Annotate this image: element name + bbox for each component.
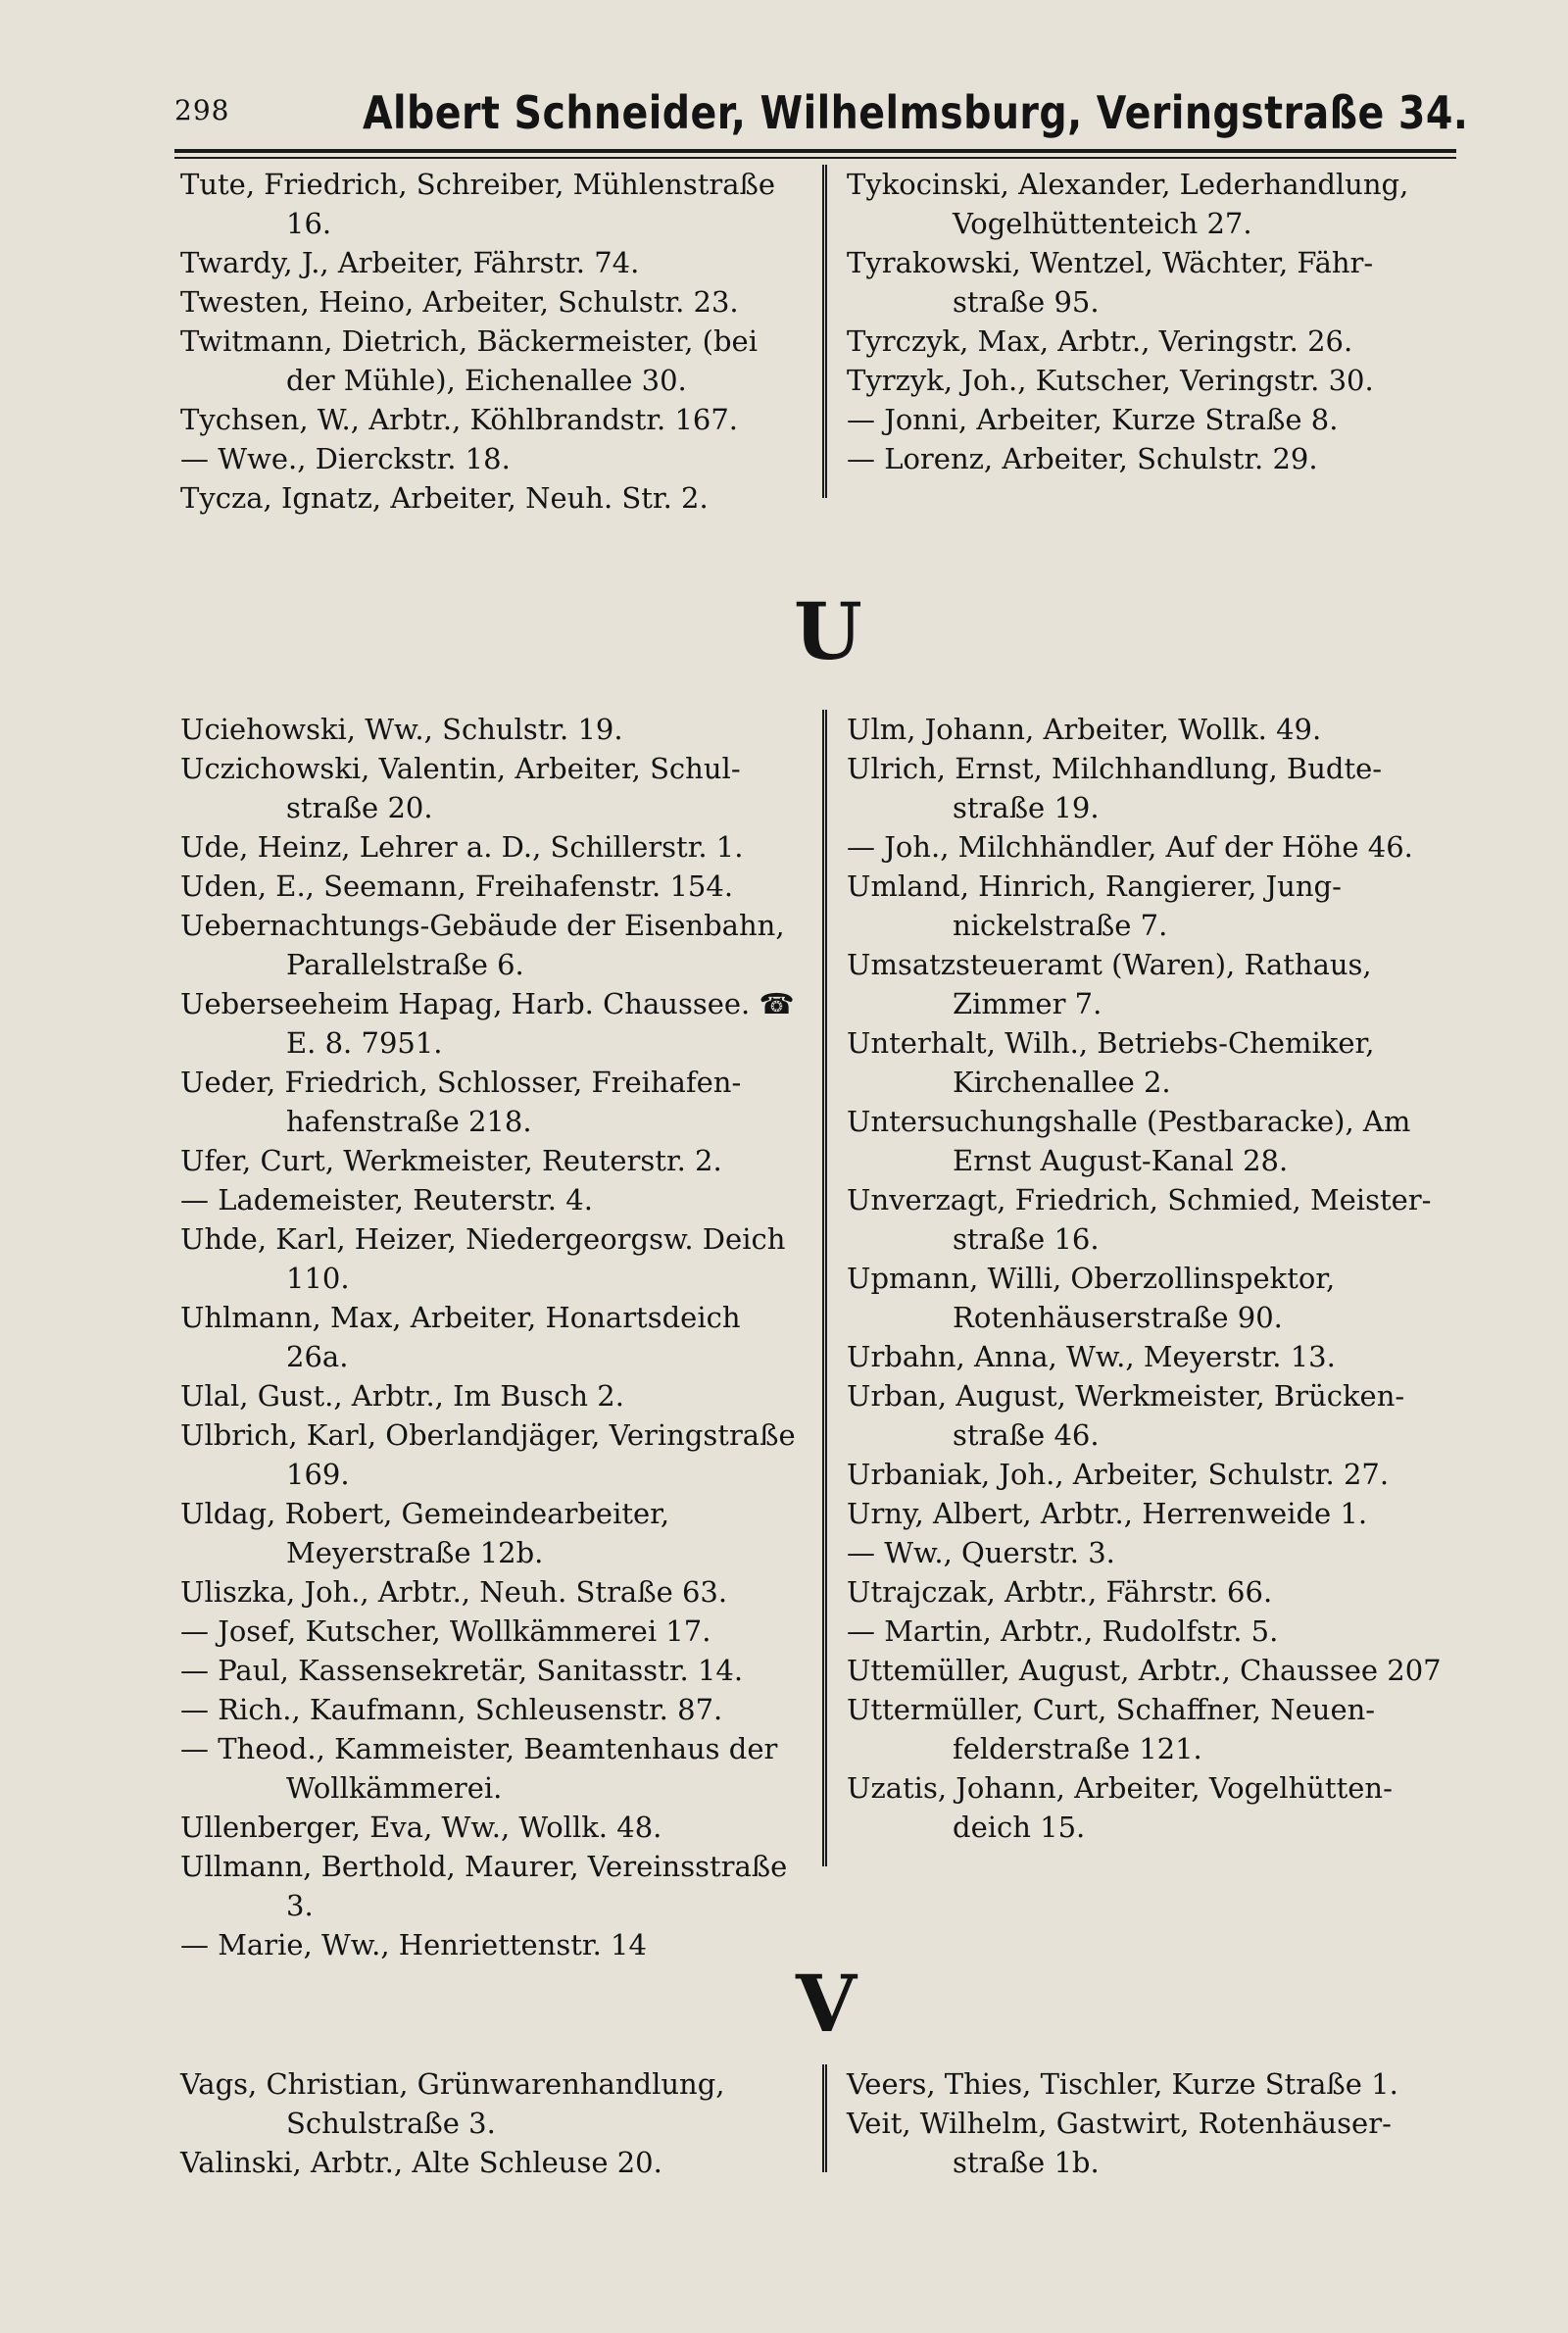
directory-entry: Ulm, Johann, Arbeiter, Wollk. 49.	[847, 713, 1322, 746]
directory-entry: Ullmann, Berthold, Maurer, Vereinsstraße 3.	[180, 1850, 788, 1922]
directory-entry: Vags, Christian, Grünwarenhandlung, Schulstraße 3.	[180, 2067, 725, 2140]
directory-entry: Tute, Friedrich, Schreiber, Mühlenstraße 16.	[180, 168, 776, 240]
directory-entry: Tyrzyk, Joh., Kutscher, Veringstr. 30.	[847, 364, 1374, 397]
column-right	[847, 2064, 1454, 2182]
directory-entry: Uhlmann, Max, Arbeiter, Honartsdeich 26a.	[180, 1301, 741, 1373]
column-left	[180, 165, 808, 518]
directory-entry: Ulal, Gust., Arbtr., Im Busch 2.	[180, 1379, 624, 1413]
directory-entry: Tyrakowski, Wentzel, Wächter, Fährstraße 95.	[847, 246, 1374, 319]
column-right	[847, 165, 1454, 478]
directory-entry: — Jonni, Arbeiter, Kurze Straße 8.	[847, 403, 1339, 436]
directory-entry: Uldag, Robert, Gemeindearbeiter, Meyerstraße 12b.	[180, 1497, 670, 1569]
directory-entry: Ulrich, Ernst, Milchhandlung, Budtestraße 19.	[847, 752, 1383, 824]
directory-entry: Twardy, J., Arbeiter, Fährstr. 74.	[180, 246, 640, 279]
directory-entry: Ulbrich, Karl, Oberlandjäger, Veringstraße 169.	[180, 1418, 796, 1491]
directory-entry: Uciehowski, Ww., Schulstr. 19.	[180, 713, 623, 746]
section-u	[180, 710, 1454, 1961]
directory-entry: — Rich., Kaufmann, Schleusenstr. 87.	[180, 1693, 723, 1726]
directory-entry: Urbaniak, Joh., Arbeiter, Schulstr. 27.	[847, 1458, 1390, 1491]
column-divider	[822, 2064, 827, 2172]
directory-entry: — Paul, Kassensekretär, Sanitasstr. 14.	[180, 1654, 744, 1687]
directory-entry: Twitmann, Dietrich, Bäckermeister, (bei der Mühle), Eichenallee 30.	[180, 324, 758, 397]
directory-entry: Untersuchungshalle (Pestbaracke), Am Ernst August-Kanal 28.	[847, 1105, 1411, 1177]
directory-entry: Ude, Heinz, Lehrer a. D., Schillerstr. 1.	[180, 830, 744, 864]
column-right	[847, 710, 1454, 1847]
page-number: 298	[174, 94, 230, 126]
directory-entry: Upmann, Willi, Oberzollinspektor, Rotenhäuserstraße 90.	[847, 1262, 1336, 1334]
header-rule-thin	[174, 157, 1456, 159]
section-v	[180, 2064, 1454, 2192]
directory-entry: — Lademeister, Reuterstr. 4.	[180, 1183, 593, 1216]
column-left	[180, 2064, 808, 2182]
directory-entry: Veit, Wilhelm, Gastwirt, Rotenhäuserstraße 1b.	[847, 2107, 1392, 2179]
directory-entry: Uttemüller, August, Arbtr., Chaussee 207	[847, 1654, 1442, 1687]
directory-entry: Uliszka, Joh., Arbtr., Neuh. Straße 63.	[180, 1575, 728, 1609]
directory-entry: Ueberseeheim Hapag, Harb. Chaussee. ☎ E. 8. 7951.	[180, 987, 795, 1060]
header-rule-thick	[174, 149, 1456, 153]
column-left	[180, 710, 808, 1964]
directory-entry: — Martin, Arbtr., Rudolfstr. 5.	[847, 1614, 1279, 1648]
directory-entry: Ufer, Curt, Werkmeister, Reuterstr. 2.	[180, 1144, 722, 1177]
directory-entry: — Joh., Milchhändler, Auf der Höhe 46.	[847, 830, 1413, 864]
running-head-title: Albert Schneider, Wilhelmsburg, Veringstraße 34.	[363, 86, 1469, 139]
directory-entry: Urbahn, Anna, Ww., Meyerstr. 13.	[847, 1340, 1336, 1373]
directory-entry: Uttermüller, Curt, Schaffner, Neuenfelderstraße 121.	[847, 1693, 1376, 1765]
directory-entry: Twesten, Heino, Arbeiter, Schulstr. 23.	[180, 285, 739, 319]
directory-entry: Tykocinski, Alexander, Lederhandlung, Vogelhüttenteich 27.	[847, 168, 1409, 240]
directory-entry: Urban, August, Werkmeister, Brückenstraße 46.	[847, 1379, 1405, 1452]
directory-entry: Uhde, Karl, Heizer, Niedergeorgsw. Deich 110.	[180, 1222, 786, 1295]
directory-entry: Ullenberger, Eva, Ww., Wollk. 48.	[180, 1811, 662, 1844]
directory-entry: Veers, Thies, Tischler, Kurze Straße 1.	[847, 2067, 1398, 2101]
directory-entry: Uden, E., Seemann, Freihafenstr. 154.	[180, 869, 734, 903]
directory-entry: — Josef, Kutscher, Wollkämmerei 17.	[180, 1614, 711, 1648]
directory-entry: Utrajczak, Arbtr., Fährstr. 66.	[847, 1575, 1273, 1609]
directory-entry: Uczichowski, Valentin, Arbeiter, Schulstraße 20.	[180, 752, 741, 824]
directory-entry: — Ww., Querstr. 3.	[847, 1536, 1115, 1569]
section-t-continued	[180, 165, 1454, 515]
directory-entry: Umland, Hinrich, Rangierer, Jungnickelstraße 7.	[847, 869, 1342, 942]
directory-entry: Urny, Albert, Arbtr., Herrenweide 1.	[847, 1497, 1368, 1530]
directory-entry: Ueder, Friedrich, Schlosser, Freihafenhafenstraße 218.	[180, 1066, 742, 1138]
column-divider	[822, 165, 827, 498]
directory-entry: Unverzagt, Friedrich, Schmied, Meisterstraße 16.	[847, 1183, 1432, 1256]
directory-entry: — Lorenz, Arbeiter, Schulstr. 29.	[847, 442, 1318, 475]
directory-entry: Uebernachtungs-Gebäude der Eisenbahn, Parallelstraße 6.	[180, 909, 785, 981]
directory-entry: Tycza, Ignatz, Arbeiter, Neuh. Str. 2.	[180, 481, 709, 515]
directory-entry: — Wwe., Dierckstr. 18.	[180, 442, 511, 475]
directory-entry: — Marie, Ww., Henriettenstr. 14	[180, 1928, 647, 1961]
directory-entry: Umsatzsteueramt (Waren), Rathaus, Zimmer 7.	[847, 948, 1372, 1020]
column-divider	[822, 710, 827, 1866]
section-letter-u: U	[794, 585, 862, 677]
directory-entry: Tychsen, W., Arbtr., Köhlbrandstr. 167.	[180, 403, 739, 436]
section-letter-v: V	[796, 1958, 858, 2050]
running-head	[0, 86, 1568, 145]
directory-entry: Uzatis, Johann, Arbeiter, Vogelhüttendeich 15.	[847, 1771, 1393, 1844]
directory-entry: — Theod., Kammeister, Beamtenhaus der Wollkämmerei.	[180, 1732, 778, 1805]
directory-entry: Unterhalt, Wilh., Betriebs-Chemiker, Kirchenallee 2.	[847, 1026, 1375, 1099]
directory-entry: Valinski, Arbtr., Alte Schleuse 20.	[180, 2146, 662, 2179]
directory-entry: Tyrczyk, Max, Arbtr., Veringstr. 26.	[847, 324, 1353, 358]
